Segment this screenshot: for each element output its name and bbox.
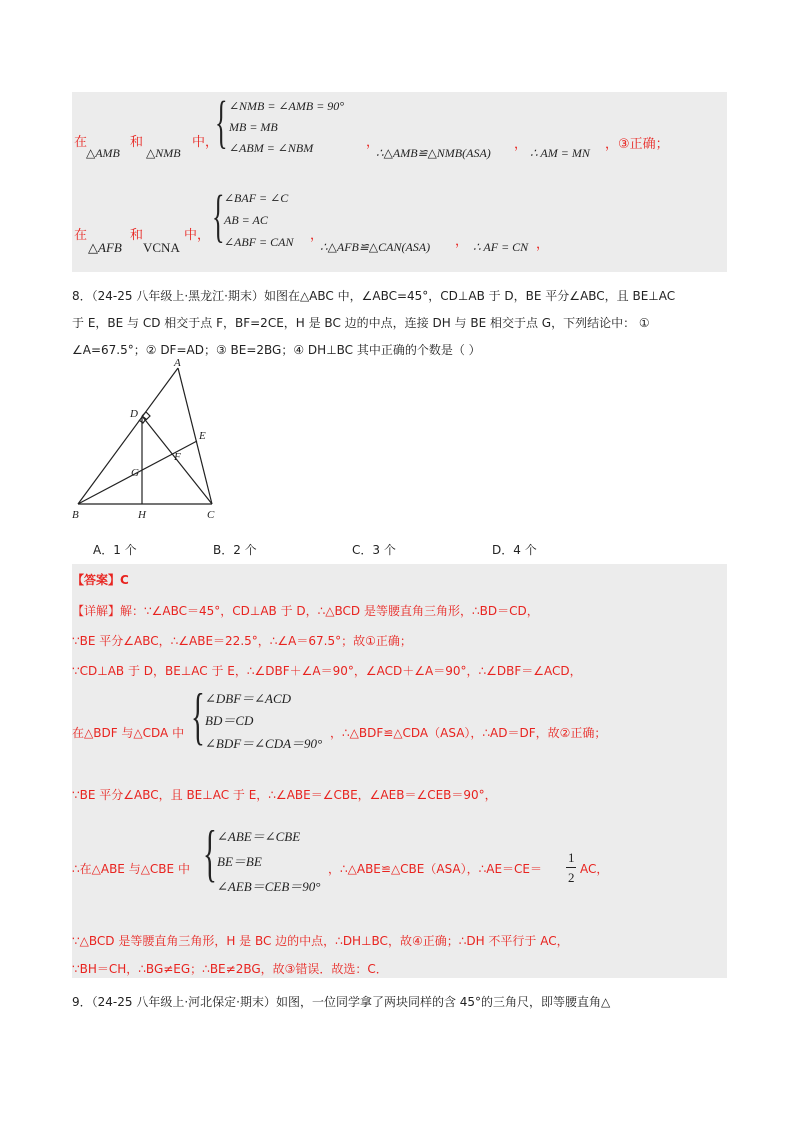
triangle-figure [70, 355, 230, 525]
comma: ， [366, 135, 380, 150]
conclusion: ∴ AM = MN [530, 146, 590, 160]
label-e: E [199, 430, 206, 442]
system1-eq-1: ∠DBF＝∠ACD [205, 691, 292, 706]
option-a: A．1 个 [93, 543, 137, 557]
detail-line-6: ∵BH＝CH，∴BG≠EG；∴BE≠2BG，故③错误．故选：C． [72, 962, 388, 976]
he-label: 和 [130, 135, 144, 150]
system-brace: { [212, 183, 225, 248]
detail-line-3: ∵CD⊥AB 于 D，BE⊥AC 于 E，∴∠DBF＋∠A＝90°，∠ACD＋∠A＝90°，∴∠DBF＝∠ACD， [72, 664, 582, 678]
system-eq-3: ∠ABM = ∠NBM [229, 141, 314, 155]
q8-stem-line-3: ∠A=67.5°；② DF=AD；③ BE=2BG；④ DH⊥BC 其中正确的个数是（ ） [72, 343, 481, 357]
conclusion: ∴ AF = CN [473, 240, 529, 254]
label-a: A [174, 357, 181, 369]
q8-stem-line-1: 8．（24-25 八年级上·黑龙江·期末）如图在△ABC 中，∠ABC=45°，CD⊥AB 于 D，BE 平分∠ABC，且 BE⊥AC [72, 289, 676, 303]
judgement: ，③正确； [605, 137, 669, 152]
triangle-nmb: △NMB [146, 146, 181, 160]
system2-conclusion: ，∴△ABE≌△CBE（ASA），∴AE＝CE＝ [328, 862, 543, 876]
system2-prefix: ∴在△ABE 与△CBE 中 [72, 862, 190, 876]
system-eq-1: ∠NMB = ∠AMB = 90° [229, 99, 345, 113]
triangle-amb: △AMB [86, 146, 120, 160]
segment-ab [78, 368, 178, 504]
fraction-bar [566, 867, 576, 868]
label-f: F [174, 451, 181, 463]
answer-label: 【答案】C [72, 573, 129, 587]
system1-eq-2: BD＝CD [205, 713, 254, 728]
q8-stem-line-2: 于 E，BE 与 CD 相交于点 F，BF=2CE，H 是 BC 边的中点，连接 DH 与 BE 相交于点 G，下列结论中： ① [72, 316, 650, 330]
he-label: 和 [130, 228, 144, 243]
system2-eq-2: BE＝BE [217, 854, 262, 869]
system2-eq-3: ∠AEB＝CEB＝90° [217, 879, 321, 894]
system-brace: { [191, 680, 205, 751]
detail-line-5: ∵△BCD 是等腰直角三角形，H 是 BC 边的中点，∴DH⊥BC，故④正确；∴DH 不平行于 AC， [72, 934, 569, 948]
system-eq-1: ∠BAF = ∠C [224, 191, 289, 205]
system1-eq-3: ∠BDF＝∠CDA＝90° [205, 736, 323, 751]
triangle-cna: VCNA [143, 240, 180, 255]
label-g: G [131, 467, 139, 479]
detail-line-2: ∵BE 平分∠ABC，∴∠ABE＝22.5°，∴∠A＝67.5°；故①正确； [72, 634, 412, 648]
option-d: D．4 个 [492, 543, 537, 557]
comma: ， [514, 137, 528, 152]
system-brace: { [215, 89, 228, 154]
fraction-denominator: 2 [568, 870, 575, 885]
zhong-label: 中， [184, 228, 211, 243]
comma: ， [536, 237, 550, 252]
label-c: C [207, 509, 215, 521]
system-eq-2: MB = MB [229, 120, 278, 134]
option-b: B．2 个 [213, 543, 257, 557]
label-b: B [72, 509, 79, 521]
fraction-numerator: 1 [568, 850, 575, 865]
congruence-result: ∴△AFB≌△CAN(ASA) [320, 240, 431, 254]
zhong-label: 中， [192, 135, 219, 150]
system-brace: { [203, 817, 217, 888]
label-h: H [138, 509, 146, 521]
label-d: D [130, 408, 138, 420]
system-eq-3: ∠ABF = CAN [224, 235, 294, 249]
comma: ， [310, 228, 324, 243]
answer-panel [72, 564, 727, 978]
triangle-afb: △AFB [88, 240, 122, 255]
segment-ac [178, 368, 212, 504]
system2-conclusion-tail: AC， [580, 862, 609, 876]
system1-conclusion: ，∴△BDF≌△CDA（ASA），∴AD＝DF，故②正确； [330, 726, 607, 740]
system1-prefix: 在△BDF 与△CDA 中 [72, 726, 185, 740]
system-eq-2: AB = AC [224, 213, 268, 227]
system2-eq-1: ∠ABE＝∠CBE [217, 829, 301, 844]
detail-line-1: 【详解】解：∵∠ABC＝45°，CD⊥AB 于 D，∴△BCD 是等腰直角三角形，∴BD＝CD， [72, 604, 539, 618]
comma: ， [455, 234, 469, 249]
zai-label: 在 [74, 135, 88, 150]
q9-stem-line-1: 9．（24-25 八年级上·河北保定·期末）如图，一位同学拿了两块同样的含 45°的三角尺，即等腰直角△ [72, 995, 611, 1009]
congruence-result: ∴△AMB≌△NMB(ASA) [376, 146, 491, 160]
option-c: C．3 个 [352, 543, 396, 557]
zai-label: 在 [74, 228, 88, 243]
detail-line-4: ∵BE 平分∠ABC，且 BE⊥AC 于 E，∴∠ABE＝∠CBE，∠AEB＝∠CEB＝90°， [72, 788, 497, 802]
